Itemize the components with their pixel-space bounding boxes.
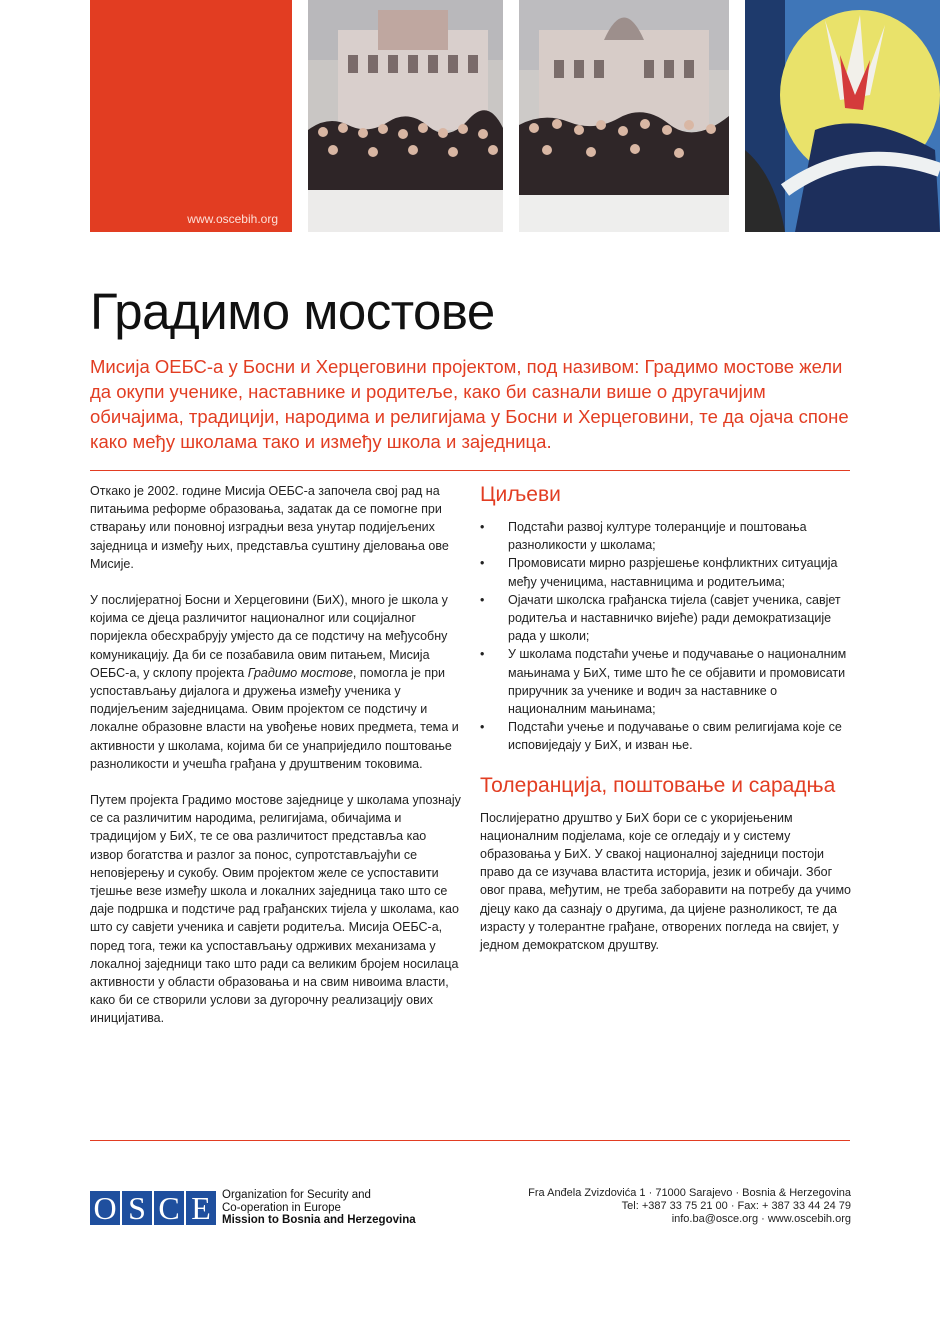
org-line-3: Mission to Bosnia and Herzegovina bbox=[222, 1214, 416, 1226]
left-paragraph-2 bbox=[90, 591, 462, 773]
bullet-icon: • bbox=[480, 556, 485, 571]
org-line-1: Organization for Security and bbox=[222, 1189, 371, 1201]
osce-logo bbox=[90, 1189, 416, 1227]
bullet-icon: • bbox=[480, 720, 485, 735]
left-paragraph-1: Откако је 2002. године Мисија ОЕБС-а започела свој рад на питањима реформе образовања, задатак да се помогне при стварању или поновној изградњи веза унутар подијељених заједница и између њих, представља суштину дјеловања ове Мисије. bbox=[90, 484, 449, 571]
photo-group-snow-2 bbox=[519, 0, 729, 232]
logo-letter: S bbox=[122, 1191, 152, 1225]
left-paragraph-2-text-a: У послијератној Босни и Херцеговини (БиХ), много је школа у којима се дјеца различитог националног или социјалног поријекла обесхрабрују умјесто да се подстичу на међусобну комуникацију. Да би се позабавила овим питањем, Мисија ОЕБС-а, у склопу пројекта bbox=[90, 593, 448, 680]
lead-paragraph: Мисија ОЕБС-а у Босни и Херцеговини пројектом, под називом: Градимо мостове жели да окупи ученике, наставнике и родитеље, како би сазнали више о другачијим обичајима, традицији, народима и религијама у Босни и Херцеговини, те да ојача споне како међу школама тако и између школа и заједница. bbox=[90, 356, 849, 452]
address-line: Fra Anđela Zvizdovića 1 · 71000 Sarajevo · Bosnia & Herzegovina bbox=[528, 1187, 851, 1199]
goal-item bbox=[480, 591, 852, 646]
goal-item bbox=[480, 518, 852, 554]
left-paragraph-2-text-b: , помогла је при успостављању дијалога и дружења између ученика у подијељеним заједницама. Овим пројектом се подстичу и локалне образовне власти на увођење нових предмета, тема и активности у школама, којима би се унаприједило поштовање разноликости и учешћа грађана у друштвеним токовима. bbox=[90, 665, 459, 771]
org-line-2: Co-operation in Europe bbox=[222, 1201, 341, 1214]
goal-text: Промовисати мирно разрјешење конфликтних ситуација међу ученицима, наставницима и родитељима; bbox=[508, 556, 838, 589]
goals-heading: Циљеви bbox=[480, 483, 561, 506]
bottom-divider bbox=[90, 1140, 850, 1141]
project-name-italic: Градимо мостове bbox=[247, 665, 353, 680]
goals-list bbox=[480, 518, 852, 755]
goal-item bbox=[480, 554, 852, 590]
bullet-icon: • bbox=[480, 592, 485, 607]
goal-item bbox=[480, 718, 852, 754]
left-column bbox=[90, 482, 462, 1046]
goal-text: Ојачати школска грађанска тијела (савјет ученика, савјет родитеља и наставничко вијеће) ради демократизације рада у школи; bbox=[508, 592, 841, 644]
logo-letter: O bbox=[90, 1191, 120, 1225]
goal-item bbox=[480, 645, 852, 718]
header-url[interactable]: www.oscebih.org bbox=[187, 212, 278, 226]
page-title: Градимо мостове bbox=[90, 283, 495, 340]
organization-name bbox=[222, 1189, 416, 1227]
goal-text: У школама подстаћи учење и подучавање о националним мањинама у БиХ, тиме што ће се објавити и промовисати приручник за ученике и водич за наставнике о националним мањинама; bbox=[508, 647, 847, 717]
bullet-icon: • bbox=[480, 520, 485, 534]
email-web-line[interactable]: info.ba@osce.org · www.oscebih.org bbox=[671, 1213, 851, 1225]
phone-fax-line: Tel: +387 33 75 21 00 · Fax: + 387 33 44 24 79 bbox=[621, 1200, 851, 1212]
goal-text: Подстаћи развој културе толеранције и поштовања разноликости у школама; bbox=[508, 520, 807, 553]
goal-text: Подстаћи учење и подучавање о свим религијама које се исповиједају у БиХ, и изван ње. bbox=[508, 720, 842, 753]
photo-group-snow-1 bbox=[308, 0, 503, 232]
tolerance-heading: Толеранција, поштовање и сарадња bbox=[480, 773, 836, 797]
bullet-icon: • bbox=[480, 647, 485, 662]
left-paragraph-3: Путем пројекта Градимо мостове заједнице у школама упознају се са различитим народима, религијама, обичајима и традицијом у БиХ, те се ова различитост представља као извор богатства и разлог за понос, супротстављајући се неповјерењу и сукобу. Овим пројектом желе се успоставити тјешње везе између школа и локалних заједница тако што се даје подршка и подстиче рад грађанских тијела у школама, као што су савјети ученика и савјети родитеља. Мисија ОЕБС-а, поред тога, тежи ка успостављању одрживих механизама у локалној заједници тако што ради са великим бројем носилаца активности у области образовања и на свим нивоима власти, како би се створили услови за дугорочну реализацију ових иницијатива. bbox=[90, 793, 461, 1026]
osce-logo-letters bbox=[90, 1191, 216, 1225]
tolerance-paragraph: Послијератно друштво у БиХ бори се с укоријењеним националним подјелама, које се огледају и у систему образовања у БиХ. У свакој националној заједници постоји право да се изучава властита историја, језик и обичаји. Због овог права, међутим, не треба заборавити на потребу да учимо дјецу како да сазнају о другима, да цијене разноликост, те да израсту у толерантне грађане, отворених погледа на свијет, у једном демократском друштву. bbox=[480, 810, 851, 953]
logo-letter: C bbox=[154, 1191, 184, 1225]
right-column bbox=[480, 482, 852, 954]
logo-letter: E bbox=[186, 1191, 216, 1225]
header-red-block bbox=[90, 0, 292, 232]
contact-address bbox=[528, 1187, 851, 1226]
top-divider bbox=[90, 470, 850, 471]
photo-tolerance-mural bbox=[745, 0, 940, 232]
